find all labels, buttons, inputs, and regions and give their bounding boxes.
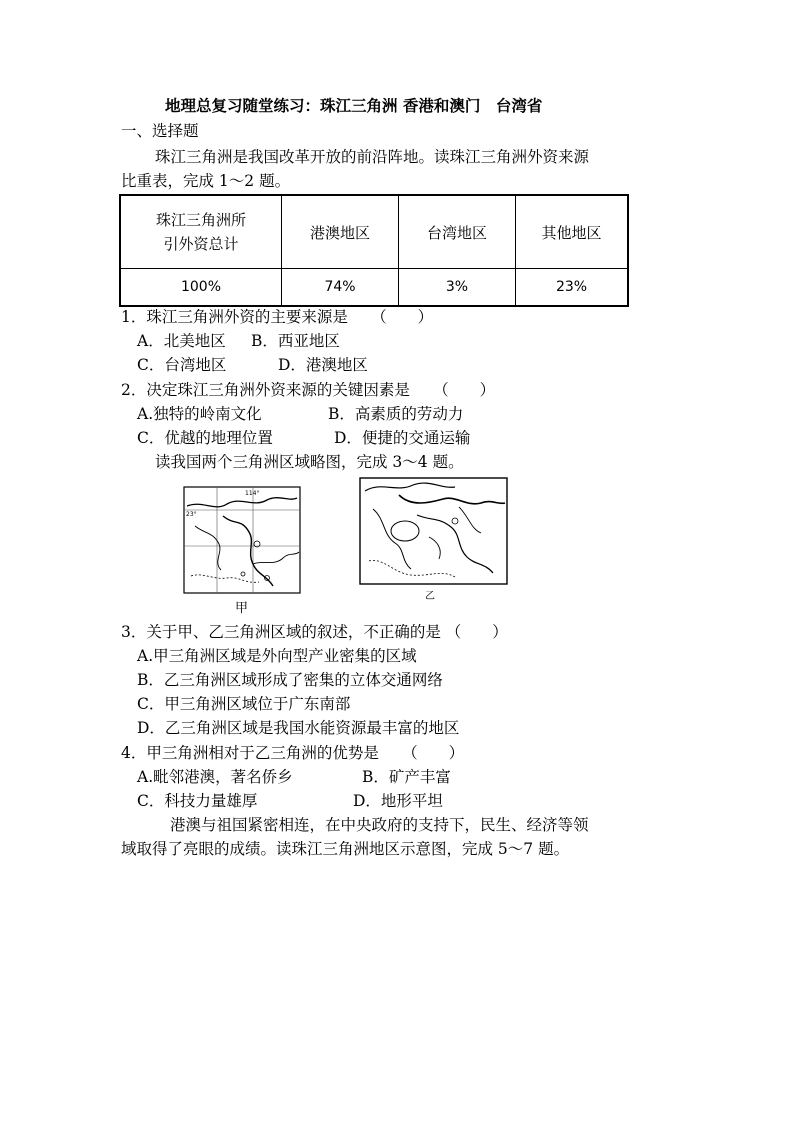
option-c: C．台湾地区 xyxy=(137,356,227,374)
maps-intro: 读我国两个三角洲区域略图，完成 3～4 题。 xyxy=(155,453,464,471)
option-c: C．优越的地理位置 xyxy=(137,429,273,447)
latitude-label: 23° xyxy=(186,511,197,518)
longitude-label: 114° xyxy=(245,490,260,497)
option-a: A.毗邻港澳，著名侨乡 xyxy=(137,768,293,786)
option-b: B．高素质的劳动力 xyxy=(328,405,464,423)
section-heading: 一、选择题 xyxy=(121,122,199,140)
table-header-taiwan: 台湾地区 xyxy=(399,195,516,269)
table-header-hk-macao: 港澳地区 xyxy=(282,195,399,269)
question-2-stem: 2．决定珠江三角洲外资来源的关键因素是 （ ） xyxy=(121,381,496,399)
map-label-yi: 乙 xyxy=(425,591,435,602)
table-cell: 3% xyxy=(399,269,516,307)
table-header-total: 珠江三角洲所 引外资总计 xyxy=(120,195,282,269)
option-d: D．地形平坦 xyxy=(353,792,443,810)
table-cell: 74% xyxy=(282,269,399,307)
option-a: A.甲三角洲区域是外向型产业密集的区域 xyxy=(137,647,417,665)
option-b: B．乙三角洲区域形成了密集的立体交通网络 xyxy=(137,671,443,689)
question-3-stem: 3．关于甲、乙三角洲区域的叙述，不正确的是 （ ） xyxy=(121,623,508,641)
option-b: B．矿产丰富 xyxy=(362,768,451,786)
intro-paragraph-line: 珠江三角洲是我国改革开放的前沿阵地。读珠江三角洲外资来源 xyxy=(155,148,590,166)
intro-paragraph-line: 比重表，完成 1～2 题。 xyxy=(121,172,291,190)
option-d: D．乙三角洲区域是我国水能资源最丰富的地区 xyxy=(137,719,460,737)
closing-paragraph-line: 港澳与祖国紧密相连，在中央政府的支持下，民生、经济等领 xyxy=(170,816,589,834)
question-4-stem: 4．甲三角洲相对于乙三角洲的优势是 （ ） xyxy=(121,744,465,762)
option-d: D．便捷的交通运输 xyxy=(334,429,471,447)
option-a: A.独特的岭南文化 xyxy=(137,405,262,423)
question-1-stem: 1．珠江三角洲外资的主要来源是 （ ） xyxy=(121,308,434,326)
map-label-jia: 甲 xyxy=(235,601,249,616)
table-cell: 100% xyxy=(120,269,282,307)
closing-paragraph-line: 域取得了亮眼的成绩。读珠江三角洲地区示意图，完成 5～7 题。 xyxy=(121,840,570,858)
yangtze-river-delta-map xyxy=(359,477,508,585)
table-header-other: 其他地区 xyxy=(516,195,629,269)
option-a: A．北美地区 xyxy=(137,332,226,350)
option-c: C．甲三角洲区域位于广东南部 xyxy=(137,695,351,713)
table-cell: 23% xyxy=(516,269,629,307)
option-c: C．科技力量雄厚 xyxy=(137,792,258,810)
foreign-investment-table xyxy=(119,194,629,307)
pearl-river-delta-map xyxy=(183,486,301,594)
option-b: B．西亚地区 xyxy=(251,332,340,350)
option-d: D．港澳地区 xyxy=(278,356,368,374)
page-title: 地理总复习随堂练习：珠江三角洲 香港和澳门 台湾省 xyxy=(165,97,543,115)
